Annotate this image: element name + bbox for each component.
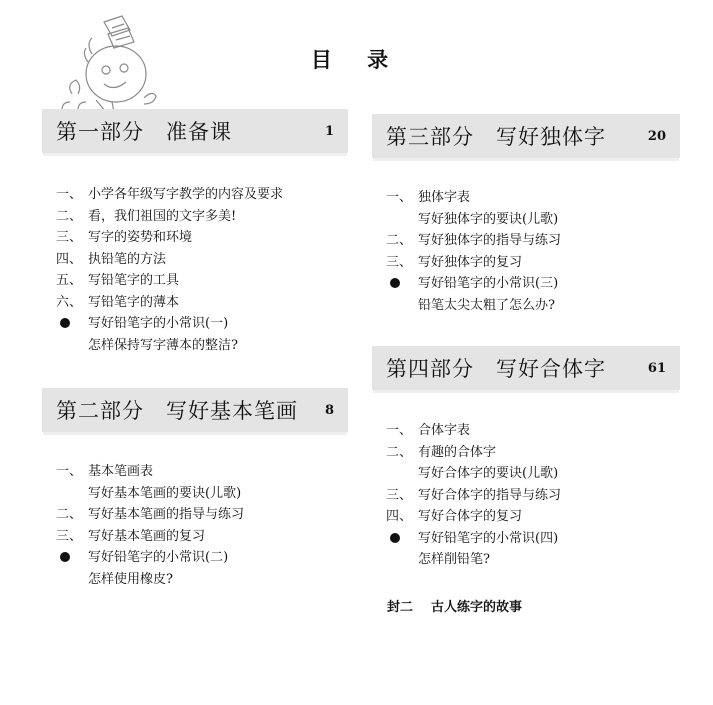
section-title: 第四部分 写好合体字 bbox=[386, 357, 606, 381]
toc-list-part2 bbox=[56, 461, 346, 590]
toc-item-tip: 写好铅笔字的小常识(四) bbox=[418, 530, 559, 546]
section-page-number: 8 bbox=[324, 402, 334, 418]
toc-item-sub: 怎样保持写字薄本的整洁? bbox=[88, 337, 238, 353]
toc-list-part4 bbox=[386, 420, 680, 571]
toc-list-part3 bbox=[386, 187, 680, 316]
section-title: 第二部分 写好基本笔画 bbox=[56, 399, 298, 423]
toc-item-tip: 写好铅笔字的小常识(一) bbox=[88, 316, 229, 331]
section-page-number: 61 bbox=[647, 360, 666, 376]
toc-item-sub: 写好基本笔画的要诀(儿歌) bbox=[88, 485, 242, 501]
toc-item-sub: 铅笔太尖太粗了怎么办? bbox=[418, 297, 555, 313]
toc-item-sub: 写好合体字的要诀(儿歌) bbox=[418, 466, 559, 481]
toc-item: 二、 有趣的合体字 bbox=[386, 444, 497, 460]
toc-item: 三、 写好基本笔画的复习 bbox=[56, 528, 206, 544]
section-header-part3 bbox=[372, 114, 680, 158]
toc-item: 一、 独体字表 bbox=[386, 190, 471, 205]
toc-item: 一、 基本笔画表 bbox=[56, 464, 154, 479]
toc-item-sub: 怎样使用橡皮? bbox=[88, 571, 173, 587]
toc-item-tip: 写好铅笔字的小常识(三) bbox=[418, 276, 559, 291]
toc-item: 四、 写好合体字的复习 bbox=[386, 509, 523, 524]
toc-item-sub: 怎样削铅笔? bbox=[418, 552, 490, 567]
toc-item: 一、 小学各年级写字教学的内容及要求 bbox=[56, 187, 284, 202]
toc-item: 二、 写好独体字的指导与练习 bbox=[386, 233, 562, 248]
toc-item: 三、 写字的姿势和环境 bbox=[56, 230, 193, 245]
toc-item-sub: 写好独体字的要诀(儿歌) bbox=[418, 211, 559, 227]
page-title: 目 录 bbox=[310, 48, 403, 72]
toc-item: 一、 合体字表 bbox=[386, 423, 471, 438]
section-title: 第一部分 准备课 bbox=[56, 120, 232, 144]
toc-list-part1 bbox=[56, 184, 346, 356]
section-page-number: 1 bbox=[324, 123, 334, 139]
toc-item: 二、 看，我们祖国的文字多美! bbox=[56, 208, 237, 224]
toc-item: 四、 执铅笔的方法 bbox=[56, 251, 167, 267]
section-title: 第三部分 写好独体字 bbox=[386, 125, 606, 149]
cover2-entry: 封二 古人练字的故事 bbox=[387, 600, 523, 615]
toc-item: 六、 写铅笔字的薄本 bbox=[56, 294, 180, 310]
section-header-part4 bbox=[372, 346, 680, 390]
section-header-part1 bbox=[42, 109, 348, 153]
toc-item: 二、 写好基本笔画的指导与练习 bbox=[56, 507, 245, 522]
toc-item: 五、 写铅笔字的工具 bbox=[56, 273, 180, 288]
section-page-number: 20 bbox=[647, 128, 666, 144]
section-header-part2 bbox=[42, 388, 348, 432]
toc-item: 三、 写好合体字的指导与练习 bbox=[386, 487, 562, 503]
toc-item-tip: 写好铅笔字的小常识(二) bbox=[88, 550, 229, 565]
toc-item: 三、 写好独体字的复习 bbox=[386, 254, 523, 270]
